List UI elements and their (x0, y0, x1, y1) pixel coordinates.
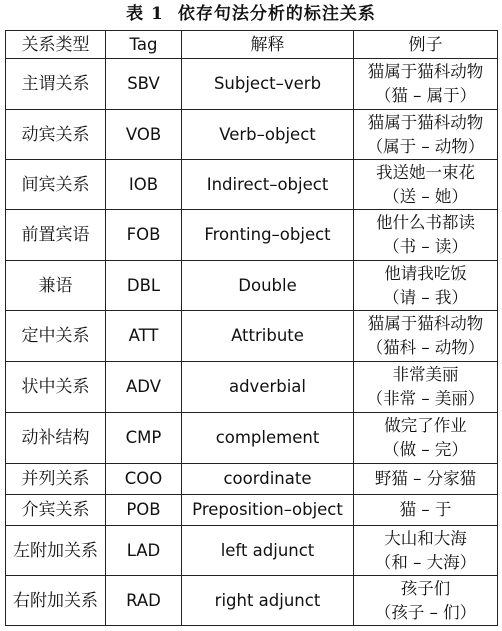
table-number: 表 1 (126, 4, 164, 24)
table-row (6, 210, 498, 261)
example-sentence: 孩子们 (400, 578, 451, 598)
cell-explanation: adverbial (182, 362, 354, 413)
header-relation-type: 关系类型 (6, 31, 106, 59)
example-dependency-pair: （属于 – 动物） (366, 136, 485, 156)
cell-example (354, 413, 498, 464)
table-row (6, 110, 498, 160)
dependency-relations-table (5, 30, 498, 626)
cell-explanation: Indirect–object (182, 160, 354, 210)
cell-explanation: Fronting–object (182, 210, 354, 261)
cell-tag: DBL (106, 261, 182, 311)
example-sentence: 猫属于猫科动物 (367, 62, 484, 81)
cell-explanation: Attribute (182, 311, 354, 362)
header-row (6, 31, 498, 59)
example-dependency-pair: （和 – 大海） (374, 552, 477, 572)
example-sentence: 野猫 – 分家猫 (374, 469, 477, 488)
table-caption (0, 0, 502, 30)
cell-example (354, 464, 498, 495)
cell-example (354, 311, 498, 362)
cell-example (354, 59, 498, 110)
cell-tag: RAD (106, 576, 182, 626)
cell-example (354, 495, 498, 526)
table-title: 依存句法分析的标注关系 (177, 4, 376, 24)
table-row (6, 464, 498, 495)
cell-relation-type: 主谓关系 (6, 59, 106, 110)
cell-example (354, 526, 498, 576)
cell-relation-type: 状中关系 (6, 362, 106, 413)
cell-explanation: complement (182, 413, 354, 464)
cell-relation-type: 左附加关系 (6, 526, 106, 576)
cell-example (354, 210, 498, 261)
example-sentence: 做完了作业 (384, 416, 467, 435)
header-tag: Tag (106, 31, 182, 59)
table-row (6, 576, 498, 626)
cell-example (354, 576, 498, 626)
example-sentence: 大山和大海 (384, 528, 467, 548)
example-sentence: 我送她一束花 (376, 162, 475, 182)
example-sentence: 非常美丽 (392, 365, 459, 384)
cell-example (354, 362, 498, 413)
cell-tag: CMP (106, 413, 182, 464)
cell-example (354, 110, 498, 160)
table-row (6, 413, 498, 464)
header-explanation: 解释 (182, 31, 354, 59)
example-dependency-pair: （猫科 – 动物） (366, 338, 485, 357)
example-dependency-pair: （做 – 完） (383, 440, 468, 459)
cell-tag: VOB (106, 110, 182, 160)
cell-tag: ATT (106, 311, 182, 362)
cell-relation-type: 间宾关系 (6, 160, 106, 210)
cell-explanation: Subject–verb (182, 59, 354, 110)
cell-relation-type: 动宾关系 (6, 110, 106, 160)
example-sentence: 猫属于猫科动物 (367, 314, 484, 333)
example-dependency-pair: （非常 – 美丽） (366, 389, 485, 408)
example-sentence: 他请我吃饭 (384, 263, 467, 283)
cell-tag: LAD (106, 526, 182, 576)
table-row (6, 160, 498, 210)
example-dependency-pair: （书 – 读） (383, 237, 468, 256)
cell-tag: ADV (106, 362, 182, 413)
cell-tag: COO (106, 464, 182, 495)
table-row (6, 59, 498, 110)
cell-tag: SBV (106, 59, 182, 110)
cell-relation-type: 定中关系 (6, 311, 106, 362)
cell-example (354, 261, 498, 311)
cell-explanation: Double (182, 261, 354, 311)
example-sentence: 他什么书都读 (376, 213, 475, 232)
cell-relation-type: 前置宾语 (6, 210, 106, 261)
cell-relation-type: 动补结构 (6, 413, 106, 464)
example-dependency-pair: （请 – 我） (383, 287, 468, 307)
table-row (6, 526, 498, 576)
example-sentence: 猫 – 于 (399, 500, 452, 519)
table-row (6, 311, 498, 362)
cell-relation-type: 兼语 (6, 261, 106, 311)
cell-relation-type: 并列关系 (6, 464, 106, 495)
header-example: 例子 (354, 31, 498, 59)
example-dependency-pair: （孩子 – 们） (374, 602, 477, 622)
cell-explanation: Verb–object (182, 110, 354, 160)
example-dependency-pair: （猫 – 属于） (374, 86, 477, 105)
example-sentence: 猫属于猫科动物 (367, 112, 484, 132)
cell-explanation: coordinate (182, 464, 354, 495)
table-row (6, 261, 498, 311)
cell-example (354, 160, 498, 210)
cell-explanation: left adjunct (182, 526, 354, 576)
table-row (6, 362, 498, 413)
cell-explanation: right adjunct (182, 576, 354, 626)
cell-tag: FOB (106, 210, 182, 261)
cell-tag: IOB (106, 160, 182, 210)
cell-explanation: Preposition–object (182, 495, 354, 526)
cell-relation-type: 右附加关系 (6, 576, 106, 626)
example-dependency-pair: （送 – 她） (383, 186, 468, 206)
cell-relation-type: 介宾关系 (6, 495, 106, 526)
table-row (6, 495, 498, 526)
cell-tag: POB (106, 495, 182, 526)
